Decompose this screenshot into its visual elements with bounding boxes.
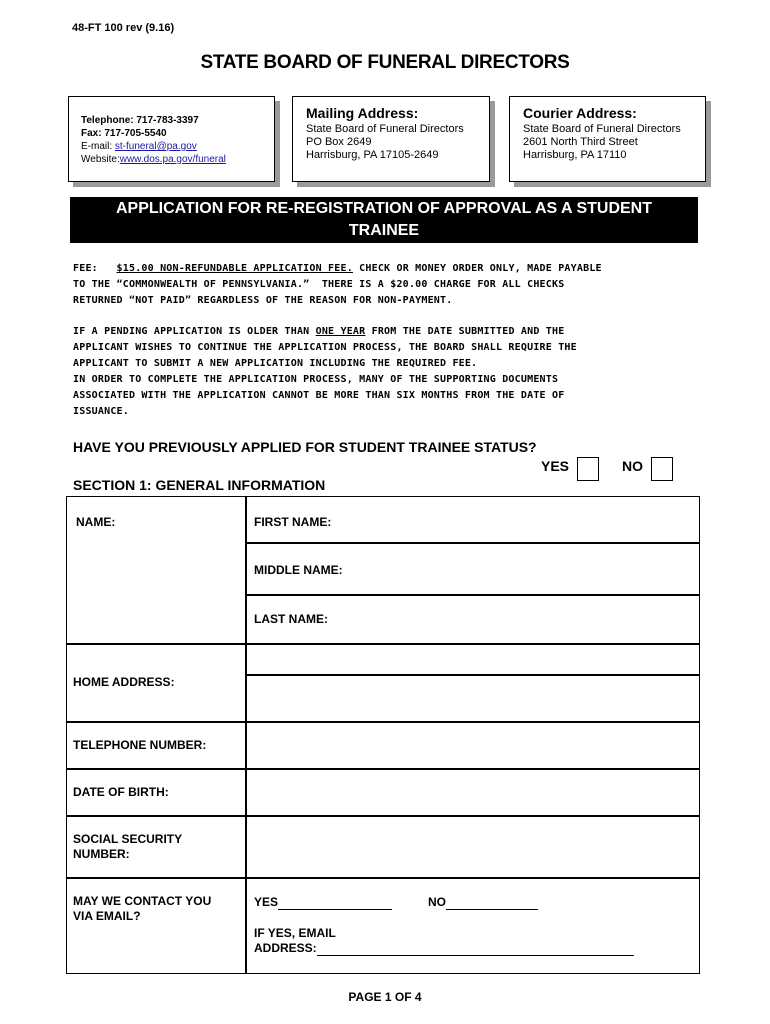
pending-line-2: APPLICANT WISHES TO CONTINUE THE APPLICATION PROCESS, THE BOARD SHALL REQUIRE THE xyxy=(73,342,577,353)
email-no-input[interactable] xyxy=(446,896,538,910)
telephone-input[interactable] xyxy=(250,725,695,765)
courier-line-1: State Board of Funeral Directors xyxy=(523,123,681,135)
email-yes-label: YES xyxy=(254,895,279,909)
pending-line-4: IN ORDER TO COMPLETE THE APPLICATION PROCESS, MANY OF THE SUPPORTING DOCUMENTS xyxy=(73,374,559,385)
website-link[interactable]: www.dos.pa.gov/funeral xyxy=(119,154,226,165)
mailing-line-2: PO Box 2649 xyxy=(306,136,372,148)
contact-email-line-2: VIA EMAIL? xyxy=(73,909,141,923)
courier-address-box xyxy=(509,96,706,182)
website-line xyxy=(81,153,226,166)
if-yes-email-field xyxy=(254,926,634,956)
mailing-line-3: Harrisburg, PA 17105-2649 xyxy=(306,149,439,161)
mailing-line-1: State Board of Funeral Directors xyxy=(306,123,464,135)
form-id: 48-FT 100 rev (9.16) xyxy=(72,22,175,34)
email-no-field xyxy=(428,895,538,910)
board-title: STATE BOARD OF FUNERAL DIRECTORS xyxy=(200,52,570,73)
row-divider xyxy=(66,768,700,770)
row-divider xyxy=(246,542,700,544)
application-title-banner xyxy=(70,197,698,243)
email-line xyxy=(81,140,226,153)
home-address-label: HOME ADDRESS: xyxy=(73,675,175,689)
contact-box xyxy=(68,96,275,182)
mailing-heading: Mailing Address: xyxy=(306,105,419,121)
pending-line-6: ISSUANCE. xyxy=(73,406,129,417)
fee-prefix: FEE: xyxy=(73,263,117,274)
courier-line-2: 2601 North Third Street xyxy=(523,136,638,148)
if-yes-line-2: ADDRESS: xyxy=(254,941,317,955)
last-name-input[interactable] xyxy=(335,603,690,635)
row-divider xyxy=(66,721,700,723)
previous-no-label: NO xyxy=(622,458,643,474)
fax-line: Fax: 717-705-5540 xyxy=(81,128,167,139)
ssn-label xyxy=(73,832,182,862)
website-label: Website: xyxy=(81,154,120,165)
contact-email-label xyxy=(73,894,211,924)
banner-line-2: TRAINEE xyxy=(348,222,420,239)
email-address-input[interactable] xyxy=(317,942,634,956)
ssn-label-line-2: NUMBER: xyxy=(73,847,130,861)
previous-no-checkbox[interactable] xyxy=(651,457,673,481)
home-address-input-1[interactable] xyxy=(250,647,695,671)
contact-email-line-1: MAY WE CONTACT YOU xyxy=(73,894,212,908)
date-of-birth-label: DATE OF BIRTH: xyxy=(73,785,169,799)
first-name-label: FIRST NAME: xyxy=(254,515,332,529)
ssn-label-line-1: SOCIAL SECURITY xyxy=(73,832,183,846)
fee-rest: CHECK OR MONEY ORDER ONLY, MADE PAYABLE xyxy=(352,263,602,274)
page-footer: PAGE 1 OF 4 xyxy=(348,990,422,1004)
fee-line-2: TO THE “COMMONWEALTH OF PENNSYLVANIA.” THERE IS A $20.00 CHARGE FOR ALL CHECKS xyxy=(73,279,565,290)
row-divider xyxy=(246,674,700,676)
pending-line-5: ASSOCIATED WITH THE APPLICATION CANNOT BE MORE THAN SIX MONTHS FROM THE DATE OF xyxy=(73,390,565,401)
email-label: E-mail: xyxy=(81,141,115,152)
date-of-birth-input[interactable] xyxy=(250,772,695,812)
telephone-line: Telephone: 717-783-3397 xyxy=(81,115,199,126)
name-label: NAME: xyxy=(76,515,116,529)
email-yes-field xyxy=(254,895,392,910)
previous-application-question: HAVE YOU PREVIOUSLY APPLIED FOR STUDENT TRAINEE STATUS? xyxy=(73,439,537,455)
row-divider xyxy=(66,877,700,879)
row-divider xyxy=(66,815,700,817)
middle-name-input[interactable] xyxy=(350,555,690,585)
if-yes-line-1: IF YES, EMAIL xyxy=(254,926,336,940)
one-year-text: ONE YEAR xyxy=(315,326,366,337)
email-link[interactable]: st-funeral@pa.gov xyxy=(114,141,197,152)
email-no-label: NO xyxy=(428,895,446,909)
fee-line-3: RETURNED “NOT PAID” REGARDLESS OF THE REASON FOR NON-PAYMENT. xyxy=(73,295,453,306)
pending-paragraph xyxy=(73,324,713,420)
email-yes-input[interactable] xyxy=(278,896,392,910)
row-divider xyxy=(66,643,700,645)
fee-paragraph xyxy=(73,261,713,309)
last-name-label: LAST NAME: xyxy=(254,612,328,626)
courier-heading: Courier Address: xyxy=(523,105,637,121)
banner-line-1: APPLICATION FOR RE-REGISTRATION OF APPROVAL AS A STUDENT xyxy=(115,200,652,217)
courier-line-3: Harrisburg, PA 17110 xyxy=(523,149,627,161)
home-address-input-2[interactable] xyxy=(250,678,695,718)
telephone-number-label: TELEPHONE NUMBER: xyxy=(73,738,207,752)
pending-line-1b: FROM THE DATE SUBMITTED AND THE xyxy=(365,326,565,337)
ssn-input[interactable] xyxy=(250,819,695,874)
pending-line-3: APPLICANT TO SUBMIT A NEW APPLICATION INCLUDING THE REQUIRED FEE. xyxy=(73,358,478,369)
middle-name-label: MIDDLE NAME: xyxy=(254,563,343,577)
fee-amount: $15.00 NON-REFUNDABLE APPLICATION FEE. xyxy=(116,263,353,274)
mailing-address-box xyxy=(292,96,490,182)
first-name-input[interactable] xyxy=(330,505,690,535)
previous-yes-checkbox[interactable] xyxy=(577,457,599,481)
row-divider xyxy=(246,594,700,596)
section-1-title: SECTION 1: GENERAL INFORMATION xyxy=(73,477,326,493)
table-column-divider xyxy=(245,496,247,974)
pending-line-1a: IF A PENDING APPLICATION IS OLDER THAN xyxy=(73,326,316,337)
previous-yes-label: YES xyxy=(541,458,570,474)
